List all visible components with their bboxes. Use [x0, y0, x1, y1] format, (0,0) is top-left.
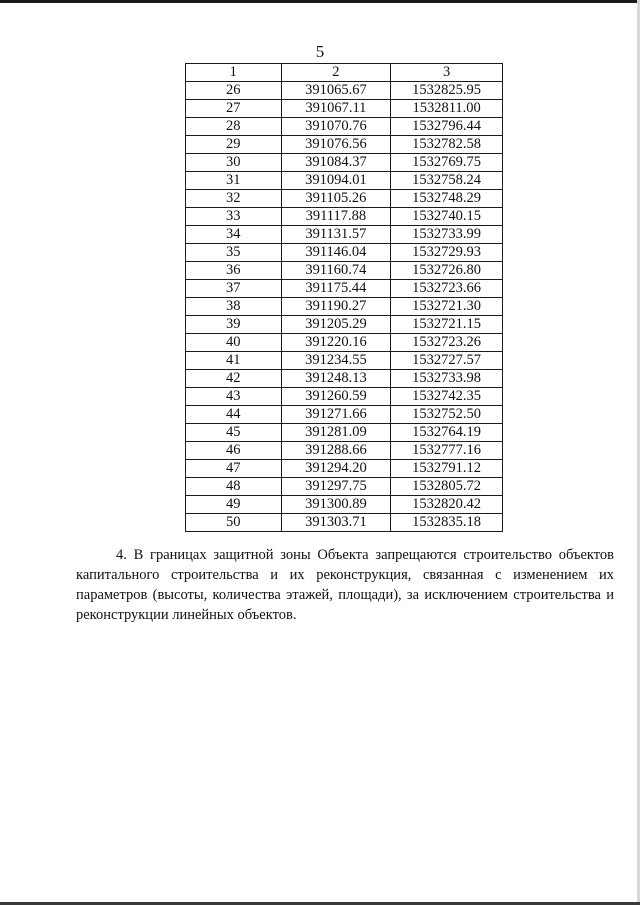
table-body: [186, 82, 503, 532]
x-coordinate-cell: 391260.59: [281, 388, 391, 406]
table-row: [186, 334, 503, 352]
point-number-cell: 43: [186, 388, 282, 406]
point-number-cell: 26: [186, 82, 282, 100]
point-number-cell: 44: [186, 406, 282, 424]
y-coordinate-cell: 1532723.66: [391, 280, 503, 298]
x-coordinate-cell: 391205.29: [281, 316, 391, 334]
column-header-y: 3: [391, 64, 503, 82]
table-row: [186, 460, 503, 478]
point-number-cell: 29: [186, 136, 282, 154]
point-number-cell: 47: [186, 460, 282, 478]
point-number-cell: 31: [186, 172, 282, 190]
point-number-cell: 30: [186, 154, 282, 172]
x-coordinate-cell: 391146.04: [281, 244, 391, 262]
point-number-cell: 28: [186, 118, 282, 136]
table-row: [186, 136, 503, 154]
x-coordinate-cell: 391220.16: [281, 334, 391, 352]
y-coordinate-cell: 1532758.24: [391, 172, 503, 190]
x-coordinate-cell: 391294.20: [281, 460, 391, 478]
y-coordinate-cell: 1532782.58: [391, 136, 503, 154]
y-coordinate-cell: 1532721.15: [391, 316, 503, 334]
x-coordinate-cell: 391175.44: [281, 280, 391, 298]
column-header-x: 2: [281, 64, 391, 82]
table-row: [186, 226, 503, 244]
table-row: [186, 154, 503, 172]
x-coordinate-cell: 391065.67: [281, 82, 391, 100]
y-coordinate-cell: 1532726.80: [391, 262, 503, 280]
point-number-cell: 48: [186, 478, 282, 496]
x-coordinate-cell: 391094.01: [281, 172, 391, 190]
x-coordinate-cell: 391248.13: [281, 370, 391, 388]
point-number-cell: 37: [186, 280, 282, 298]
table-header-row: [186, 64, 503, 82]
x-coordinate-cell: 391084.37: [281, 154, 391, 172]
column-header-point: 1: [186, 64, 282, 82]
x-coordinate-cell: 391288.66: [281, 442, 391, 460]
table-row: [186, 424, 503, 442]
table-row: [186, 388, 503, 406]
y-coordinate-cell: 1532729.93: [391, 244, 503, 262]
table-row: [186, 244, 503, 262]
table-row: [186, 316, 503, 334]
x-coordinate-cell: 391160.74: [281, 262, 391, 280]
table-row: [186, 496, 503, 514]
table-row: [186, 280, 503, 298]
x-coordinate-cell: 391076.56: [281, 136, 391, 154]
restriction-paragraph: 4. В границах защитной зоны Объекта запрещаются строительство объектов капитального строительства и их реконструкция, связанная с изменением их параметров (высоты, количества этажей, площади), за исключением строительства и реконструкции линейных объектов.: [76, 547, 614, 623]
table-row: [186, 370, 503, 388]
point-number-cell: 38: [186, 298, 282, 316]
point-number-cell: 41: [186, 352, 282, 370]
table-row: [186, 352, 503, 370]
x-coordinate-cell: 391067.11: [281, 100, 391, 118]
x-coordinate-cell: 391234.55: [281, 352, 391, 370]
x-coordinate-cell: 391300.89: [281, 496, 391, 514]
y-coordinate-cell: 1532752.50: [391, 406, 503, 424]
point-number-cell: 33: [186, 208, 282, 226]
table-row: [186, 190, 503, 208]
table-row: [186, 118, 503, 136]
table-row: [186, 406, 503, 424]
table-row: [186, 478, 503, 496]
table-row: [186, 100, 503, 118]
y-coordinate-cell: 1532791.12: [391, 460, 503, 478]
y-coordinate-cell: 1532777.16: [391, 442, 503, 460]
page-number: 5: [315, 42, 325, 61]
coordinates-table: [185, 63, 503, 532]
x-coordinate-cell: 391070.76: [281, 118, 391, 136]
point-number-cell: 34: [186, 226, 282, 244]
y-coordinate-cell: 1532811.00: [391, 100, 503, 118]
table-row: [186, 298, 503, 316]
y-coordinate-cell: 1532825.95: [391, 82, 503, 100]
y-coordinate-cell: 1532769.75: [391, 154, 503, 172]
y-coordinate-cell: 1532820.42: [391, 496, 503, 514]
y-coordinate-cell: 1532835.18: [391, 514, 503, 532]
x-coordinate-cell: 391117.88: [281, 208, 391, 226]
y-coordinate-cell: 1532764.19: [391, 424, 503, 442]
scan-top-edge: [0, 0, 640, 3]
table-row: [186, 82, 503, 100]
point-number-cell: 27: [186, 100, 282, 118]
point-number-cell: 40: [186, 334, 282, 352]
y-coordinate-cell: 1532748.29: [391, 190, 503, 208]
x-coordinate-cell: 391281.09: [281, 424, 391, 442]
y-coordinate-cell: 1532796.44: [391, 118, 503, 136]
point-number-cell: 49: [186, 496, 282, 514]
x-coordinate-cell: 391303.71: [281, 514, 391, 532]
y-coordinate-cell: 1532733.98: [391, 370, 503, 388]
y-coordinate-cell: 1532721.30: [391, 298, 503, 316]
point-number-cell: 36: [186, 262, 282, 280]
table-row: [186, 172, 503, 190]
y-coordinate-cell: 1532742.35: [391, 388, 503, 406]
y-coordinate-cell: 1532740.15: [391, 208, 503, 226]
x-coordinate-cell: 391271.66: [281, 406, 391, 424]
point-number-cell: 45: [186, 424, 282, 442]
x-coordinate-cell: 391297.75: [281, 478, 391, 496]
y-coordinate-cell: 1532723.26: [391, 334, 503, 352]
point-number-cell: 39: [186, 316, 282, 334]
table-row: [186, 514, 503, 532]
table-row: [186, 262, 503, 280]
point-number-cell: 35: [186, 244, 282, 262]
point-number-cell: 50: [186, 514, 282, 532]
x-coordinate-cell: 391105.26: [281, 190, 391, 208]
point-number-cell: 46: [186, 442, 282, 460]
point-number-cell: 42: [186, 370, 282, 388]
point-number-cell: 32: [186, 190, 282, 208]
y-coordinate-cell: 1532805.72: [391, 478, 503, 496]
table-row: [186, 208, 503, 226]
x-coordinate-cell: 391131.57: [281, 226, 391, 244]
y-coordinate-cell: 1532727.57: [391, 352, 503, 370]
y-coordinate-cell: 1532733.99: [391, 226, 503, 244]
x-coordinate-cell: 391190.27: [281, 298, 391, 316]
table-row: [186, 442, 503, 460]
